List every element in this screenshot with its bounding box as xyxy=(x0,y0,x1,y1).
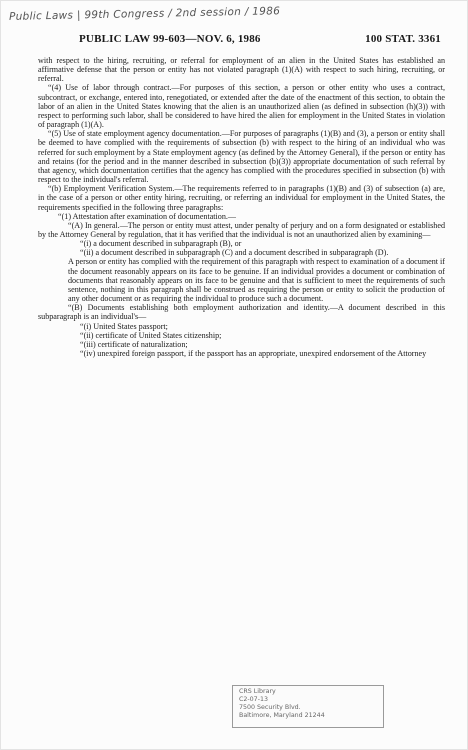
paragraph: “(b) Employment Verification System.—The requirements referred to in paragraphs (1)(B) and (3) of subsection (a) are, in the case of a person or other entity hiring, recruiting, or referring an individual for employment in the United States, the requirements specified in the following three paragraphs: xyxy=(38,184,445,212)
paragraph: “(4) Use of labor through contract.—For purposes of this section, a person or other entity who uses a contract, subcontract, or exchange, entered into, renegotiated, or extended after the date of the enactment of this section, to obtain the labor of an alien in the United States knowing that the alien is an unauthorized alien (as defined in subsection (h)(3)) with respect to performing such labor, shall be considered to have hired the alien for employment in the United States in violation of paragraph (1)(A). xyxy=(38,83,445,130)
paragraph: “(B) Documents establishing both employment authorization and identity.—A document described in this subparagraph is an individual's— xyxy=(38,303,445,322)
list-item: “(iv) unexpired foreign passport, if the passport has an appropriate, unexpired endorsement of the Attorney xyxy=(80,349,427,358)
paragraph: “(A) In general.—The person or entity must attest, under penalty of perjury and on a form designated or established by the Attorney General by regulation, that it has verified that the individual is not an unauthorized alien by examining— xyxy=(38,220,445,239)
list-item: “(i) a document described in subparagraph (B), or xyxy=(80,239,242,249)
paragraph: “(1) Attestation after examination of documentation.— xyxy=(58,211,237,221)
law-citation: PUBLIC LAW 99-603—NOV. 6, 1986 xyxy=(79,33,261,45)
list-item: “(i) United States passport; xyxy=(80,321,168,331)
body-text xyxy=(38,56,445,358)
stamp-line: CRS Library xyxy=(239,688,276,695)
page-stat: 100 STAT. 3361 xyxy=(365,33,441,45)
running-header xyxy=(1,33,468,49)
library-stamp xyxy=(232,685,384,728)
paragraph: “(5) Use of state employment agency documentation.—For purposes of paragraphs (1)(B) and (3), a person or entity shall be deemed to have complied with the requirements of subsection (b) with respect to the hiring of an individual who was referred for such employment by a State employment agency (as defined by the Attorney General), if the person or entity has and retains (for the period and in the manner described in subsection (b)(3)) appropriate documentation of such referral by that agency, which documentation certifies that the agency has complied with the procedures specified in subsection (b) with respect to the individual's referral. xyxy=(38,129,445,185)
paragraph: A person or entity has complied with the requirement of this paragraph with respect to examination of a document if the document reasonably appears on its face to be genuine. If an individual provides a document or combination of documents that reasonably appears on its face to be genuine and that is sufficient to meet the requirements of such sentence, nothing in this paragraph shall be construed as requiring the person or entity to solicit the production of any other document or as requiring the individual to produce such a document. xyxy=(68,257,445,304)
list-item: “(ii) certificate of United States citizenship; xyxy=(80,330,222,340)
list-item: “(iii) certificate of naturalization; xyxy=(80,339,188,349)
handwritten-annotation: Public Laws | 99th Congress / 2nd session / 1986 xyxy=(8,5,281,23)
paragraph: with respect to the hiring, recruiting, or referral for employment of an alien in the United States has established an affirmative defense that the person or entity has not violated paragraph (1)(A) with respect to such hiring, recruiting, or referral. xyxy=(38,56,445,84)
list-item: “(ii) a document described in subparagraph (C) and a document described in subparagraph (D). xyxy=(80,248,389,258)
stamp-line: 7500 Security Blvd. xyxy=(239,704,301,711)
stamp-line: C2-07-13 xyxy=(239,696,268,703)
stamp-line: Baltimore, Maryland 21244 xyxy=(239,712,325,719)
